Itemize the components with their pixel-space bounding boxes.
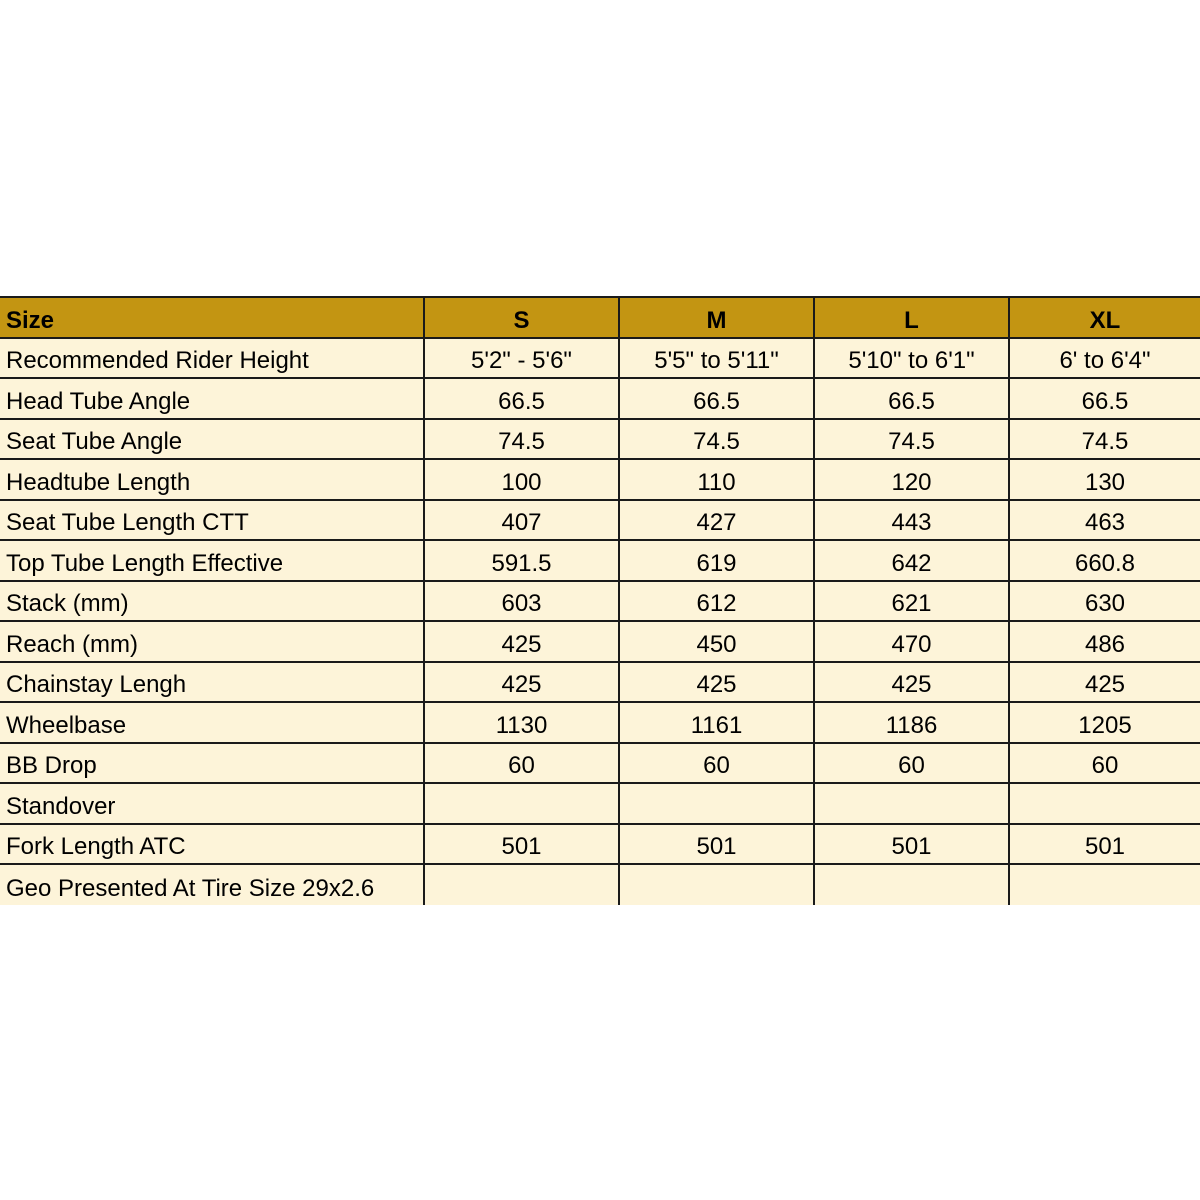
cell-m: 5'5" to 5'11" <box>619 338 814 379</box>
table-row <box>0 378 1200 419</box>
size-header-label: Size <box>0 297 424 338</box>
cell-xl: 486 <box>1009 621 1200 662</box>
table-row <box>0 864 1200 905</box>
cell-m <box>619 783 814 824</box>
row-label: Recommended Rider Height <box>0 338 424 379</box>
cell-l: 5'10" to 6'1" <box>814 338 1009 379</box>
cell-s: 100 <box>424 459 619 500</box>
cell-m: 450 <box>619 621 814 662</box>
table-row <box>0 662 1200 703</box>
cell-xl: 74.5 <box>1009 419 1200 460</box>
table-body <box>0 338 1200 905</box>
cell-xl: 630 <box>1009 581 1200 622</box>
row-label: Top Tube Length Effective <box>0 540 424 581</box>
table-row <box>0 419 1200 460</box>
cell-l <box>814 864 1009 905</box>
cell-s: 501 <box>424 824 619 865</box>
table-row <box>0 783 1200 824</box>
table-row <box>0 338 1200 379</box>
table-row <box>0 621 1200 662</box>
cell-xl: 501 <box>1009 824 1200 865</box>
cell-s: 60 <box>424 743 619 784</box>
table-row <box>0 702 1200 743</box>
row-label: Seat Tube Angle <box>0 419 424 460</box>
cell-l: 120 <box>814 459 1009 500</box>
cell-m: 1161 <box>619 702 814 743</box>
cell-s: 591.5 <box>424 540 619 581</box>
cell-l: 642 <box>814 540 1009 581</box>
cell-l: 443 <box>814 500 1009 541</box>
cell-xl <box>1009 864 1200 905</box>
cell-m: 110 <box>619 459 814 500</box>
cell-xl: 60 <box>1009 743 1200 784</box>
size-header-m: M <box>619 297 814 338</box>
row-label: Standover <box>0 783 424 824</box>
cell-m: 74.5 <box>619 419 814 460</box>
cell-m: 501 <box>619 824 814 865</box>
size-header-l: L <box>814 297 1009 338</box>
cell-l: 425 <box>814 662 1009 703</box>
table-row <box>0 581 1200 622</box>
cell-l <box>814 783 1009 824</box>
cell-s: 74.5 <box>424 419 619 460</box>
cell-m: 612 <box>619 581 814 622</box>
row-label: Headtube Length <box>0 459 424 500</box>
cell-xl: 463 <box>1009 500 1200 541</box>
cell-s: 66.5 <box>424 378 619 419</box>
cell-l: 60 <box>814 743 1009 784</box>
cell-l: 470 <box>814 621 1009 662</box>
row-label: Stack (mm) <box>0 581 424 622</box>
size-header-s: S <box>424 297 619 338</box>
table-row <box>0 824 1200 865</box>
size-header-xl: XL <box>1009 297 1200 338</box>
row-label: Wheelbase <box>0 702 424 743</box>
row-label: Chainstay Lengh <box>0 662 424 703</box>
table-row <box>0 500 1200 541</box>
cell-l: 66.5 <box>814 378 1009 419</box>
cell-l: 501 <box>814 824 1009 865</box>
cell-s: 603 <box>424 581 619 622</box>
cell-l: 74.5 <box>814 419 1009 460</box>
row-label: Reach (mm) <box>0 621 424 662</box>
cell-m: 427 <box>619 500 814 541</box>
cell-m: 425 <box>619 662 814 703</box>
row-label: Geo Presented At Tire Size 29x2.6 <box>0 864 424 905</box>
cell-xl: 66.5 <box>1009 378 1200 419</box>
cell-m: 66.5 <box>619 378 814 419</box>
cell-s <box>424 783 619 824</box>
cell-xl: 425 <box>1009 662 1200 703</box>
cell-s: 425 <box>424 621 619 662</box>
cell-l: 1186 <box>814 702 1009 743</box>
table-row <box>0 743 1200 784</box>
cell-xl: 660.8 <box>1009 540 1200 581</box>
cell-xl: 1205 <box>1009 702 1200 743</box>
row-label: Fork Length ATC <box>0 824 424 865</box>
row-label: BB Drop <box>0 743 424 784</box>
cell-s: 407 <box>424 500 619 541</box>
cell-s: 1130 <box>424 702 619 743</box>
row-label: Head Tube Angle <box>0 378 424 419</box>
header-row <box>0 297 1200 338</box>
cell-xl: 130 <box>1009 459 1200 500</box>
geometry-table <box>0 296 1200 905</box>
cell-m: 619 <box>619 540 814 581</box>
cell-s: 5'2" - 5'6" <box>424 338 619 379</box>
cell-m: 60 <box>619 743 814 784</box>
cell-xl: 6' to 6'4" <box>1009 338 1200 379</box>
cell-l: 621 <box>814 581 1009 622</box>
cell-xl <box>1009 783 1200 824</box>
cell-m <box>619 864 814 905</box>
row-label: Seat Tube Length CTT <box>0 500 424 541</box>
table-row <box>0 459 1200 500</box>
cell-s: 425 <box>424 662 619 703</box>
cell-s <box>424 864 619 905</box>
table-row <box>0 540 1200 581</box>
